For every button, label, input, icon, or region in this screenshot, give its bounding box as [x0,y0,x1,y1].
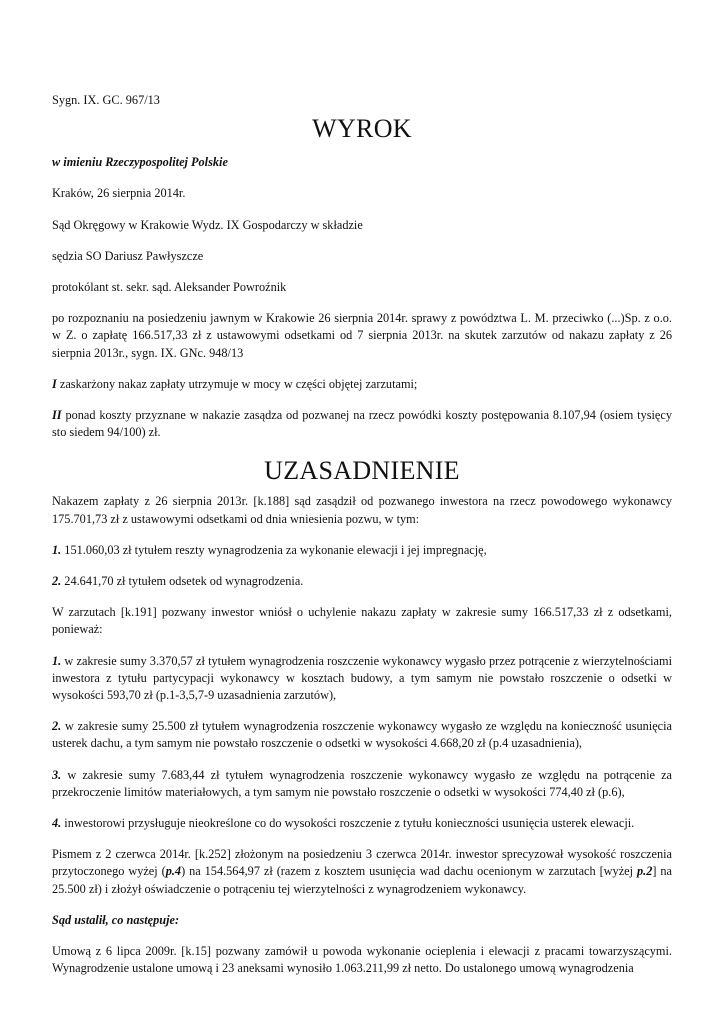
court-composition: Sąd Okręgowy w Krakowie Wydz. IX Gospodarczy w składzie [52,217,363,232]
verdict-point [52,376,672,393]
objection-number: 4. [52,816,62,831]
justification-paragraph: Umową z 6 lipca 2009r. [k.15] pozwany zamówił u powoda wykonanie ocieplenia i elewacji z pracami towarzyszącymi. Wynagrodzenie ustalone umową i 23 aneksami wynosiło 1.063.211,99 zł netto. Do ustalonego umową wynagrodzenia [52,944,672,976]
objection-item [52,815,672,832]
objection-item [52,767,672,801]
judge-name: sędzia SO Dariusz Pawłyszcze [52,248,204,263]
verdict-title: WYROK [312,114,412,144]
claim-item [52,542,672,559]
claim-item [52,573,672,590]
paragraph-text: ] na 25.500 zł) i złożył oświadczenie o potrąceniu tej wierzytelności z wynagrodzeniem wykonawcy. [52,864,672,896]
verdict-point-text: zaskarżony nakaz zapłaty utrzymuje w mocy w części objętej zarzutami; [56,376,418,391]
justification-paragraph: W zarzutach [k.191] pozwany inwestor wniósł o uchylenie nakazu zapłaty w zakresie sumy 166.517,33 zł z odsetkami, ponieważ: [52,605,672,637]
justification-paragraph: Nakazem zapłaty z 26 sierpnia 2013r. [k.188] sąd zasądził od pozwanego inwestora na rzecz powodowego wykonawcy 175.701,73 zł z ustawowymi odsetkami od dnia wniesienia pozwu, w tym: [52,494,672,526]
document-body [52,92,672,992]
claim-text: 24.641,70 zł tytułem odsetek od wynagrodzenia. [61,574,304,589]
findings-heading: Sąd ustalił, co następuje: [52,912,180,927]
objection-text: w zakresie sumy 25.500 zł tytułem wynagrodzenia roszczenie wykonawcy wygasło ze względu na konieczność usunięcia usterek dachu, a tym samym nie powstało roszczenie o odsetki w wysokości 4.668,20 zł (p.4 uzasadnienia), [52,719,672,751]
objection-number: 3. [52,767,62,782]
date-place: Kraków, 26 sierpnia 2014r. [52,186,186,201]
clerk-name: protokólant st. sekr. sąd. Aleksander Powroźnik [52,280,287,295]
case-description: po rozpoznaniu na posiedzeniu jawnym w Krakowie 26 sierpnia 2014r. sprawy z powództwa L. M. przeciwko (...)Sp. z o.o. w Z. o zapłatę 166.517,33 zł z ustawowymi odsetkami od 7 sierpnia 2013r. na skutek zarzutów od nakazu zapłaty z 26 sierpnia 2013r., sygn. IX. GNc. 948/13 [52,311,672,360]
paragraph-text: Pismem z 2 czerwca 2014r. [k.252] złożonym na posiedzeniu 3 czerwca 2014r. inwestor sprecyzował wysokość roszczenia przytoczonego wyżej ( [52,847,672,879]
objection-number: 1. [52,653,62,668]
claim-number: 1. [52,542,62,557]
paragraph-text: ) na 154.564,97 zł (razem z kosztem usunięcia wad dachu ocenionym w zarzutach [wyżej [181,864,637,879]
point-reference: p.4 [165,864,182,879]
verdict-point-number: I [52,376,57,391]
objection-number: 2. [52,719,62,734]
claim-text: 151.060,03 zł tytułem reszty wynagrodzenia za wykonanie elewacji i jej impregnację, [61,542,487,557]
case-signature: Sygn. IX. GC. 967/13 [52,93,160,107]
objection-text: w zakresie sumy 3.370,57 zł tytułem wynagrodzenia roszczenie wykonawcy wygasło przez potrącenie z wierzytelnościami inwestora z tytułu partycypacji wykonawcy w kosztach budowy, a tym samym nie powstało roszczenie o odsetki w wysokości 593,70 zł (p.1-3,5,7-9 uzasadnienia zarzutów), [52,653,672,703]
point-reference: p.2 [636,864,653,879]
objection-item [52,718,672,752]
verdict-point-number: II [52,408,62,423]
objection-text: w zakresie sumy 7.683,44 zł tytułem wynagrodzenia roszczenie wykonawcy wygasło ze względu na potrącenie za przekroczenie limitów materiałowych, a tym samym nie powstało roszczenie o odsetki w wysokości 774,40 zł (p.6), [52,767,672,799]
verdict-point-text: ponad koszty przyznane w nakazie zasądza od pozwanej na rzecz powódki koszty postępowania 8.107,94 (osiem tysięcy sto siedem 94/100) zł. [52,408,672,440]
justification-title: UZASADNIENIE [264,456,460,486]
claim-number: 2. [52,574,62,589]
verdict-point [52,407,672,441]
verdict-subtitle: w imieniu Rzeczypospolitej Polskie [52,155,228,170]
objection-text: inwestorowi przysługuje nieokreślone co do wysokości roszczenie z tytułu konieczności usunięcia usterek elewacji. [61,816,635,831]
justification-paragraph [52,846,672,898]
objection-item [52,653,672,705]
